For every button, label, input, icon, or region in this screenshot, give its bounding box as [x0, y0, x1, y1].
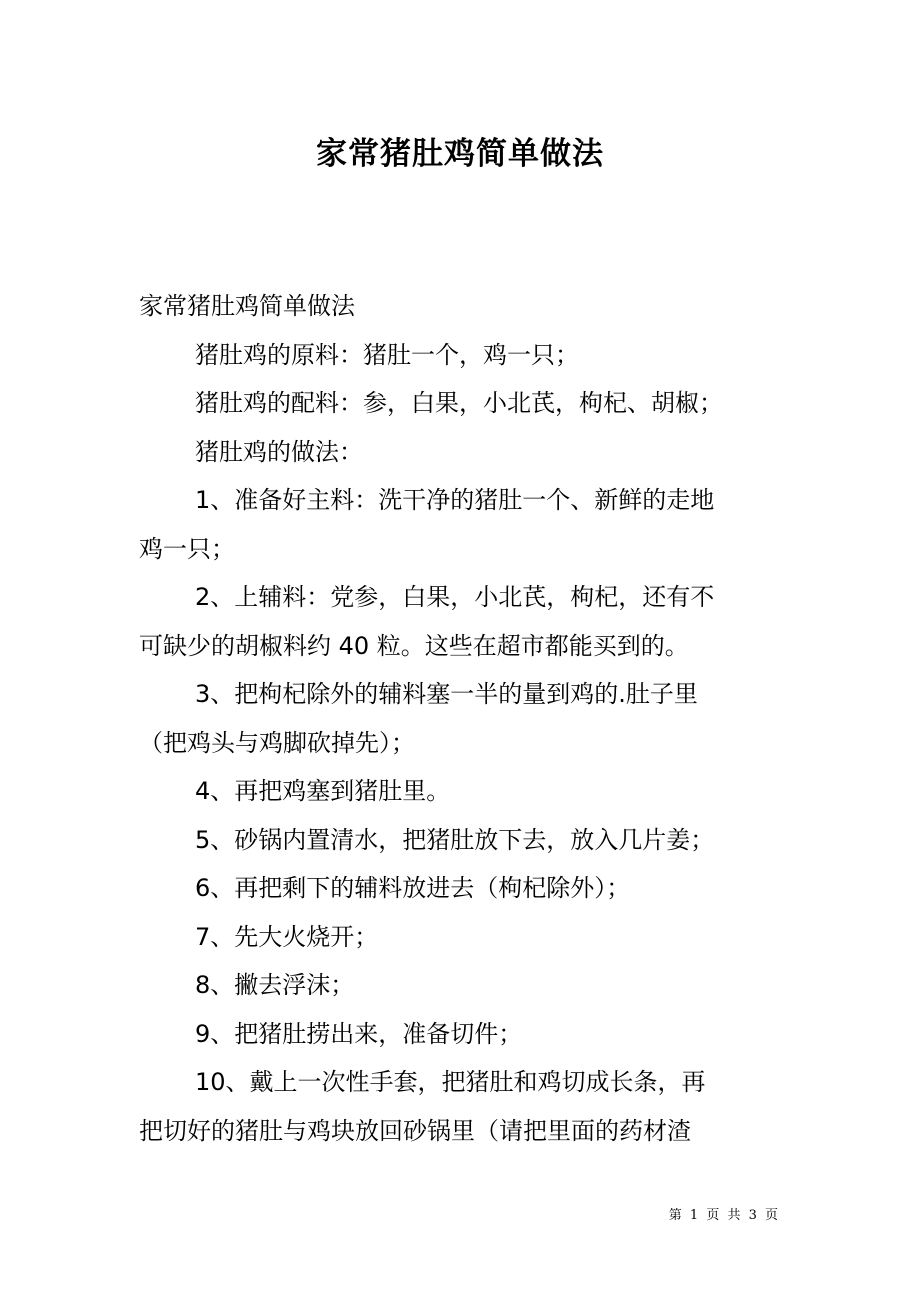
paragraph-line: 鸡一只；	[139, 534, 235, 563]
paragraph-line: 1、准备好主料：洗干净的猪肚一个、新鲜的走地	[195, 486, 715, 514]
page-number-footer: 第 1 页 共 3 页	[668, 1208, 780, 1223]
paragraph-line: 可缺少的胡椒料约 40 粒。这些在超市都能买到的。	[139, 631, 689, 660]
paragraph-line: 9、把猪肚捞出来，准备切件；	[195, 1019, 523, 1048]
paragraph-line: 10、戴上一次性手套，把猪肚和鸡切成长条，再	[195, 1068, 706, 1096]
paragraph-line: 5、砂锅内置清水，把猪肚放下去，放入几片姜；	[195, 825, 715, 854]
paragraph-line: 3、把枸杞除外的辅料塞一半的量到鸡的.肚子里	[195, 680, 698, 708]
paragraph-line: 6、再把剩下的辅料放进去（枸杞除外）；	[195, 874, 631, 902]
paragraph-line: 7、先大火烧开；	[195, 922, 379, 951]
paragraph-line: 家常猪肚鸡简单做法	[139, 292, 355, 320]
paragraph-line: 把切好的猪肚与鸡块放回砂锅里（请把里面的药材渣	[139, 1116, 691, 1145]
paragraph-line: 2、上辅料：党参，白果，小北芪，枸杞，还有不	[195, 583, 715, 611]
paragraph-line: 猪肚鸡的原料：猪肚一个，鸡一只；	[195, 340, 579, 369]
document-title: 家常猪肚鸡简单做法	[316, 136, 604, 172]
paragraph-line: 猪肚鸡的做法：	[195, 437, 363, 466]
paragraph-line: （把鸡头与鸡脚砍掉先）；	[139, 728, 415, 757]
paragraph-line: 猪肚鸡的配料：参，白果，小北芪，枸杞、胡椒；	[195, 389, 723, 417]
document-body	[139, 282, 807, 1155]
paragraph-line: 4、再把鸡塞到猪肚里。	[195, 777, 451, 805]
paragraph-line: 8、撇去浮沫；	[195, 971, 355, 999]
